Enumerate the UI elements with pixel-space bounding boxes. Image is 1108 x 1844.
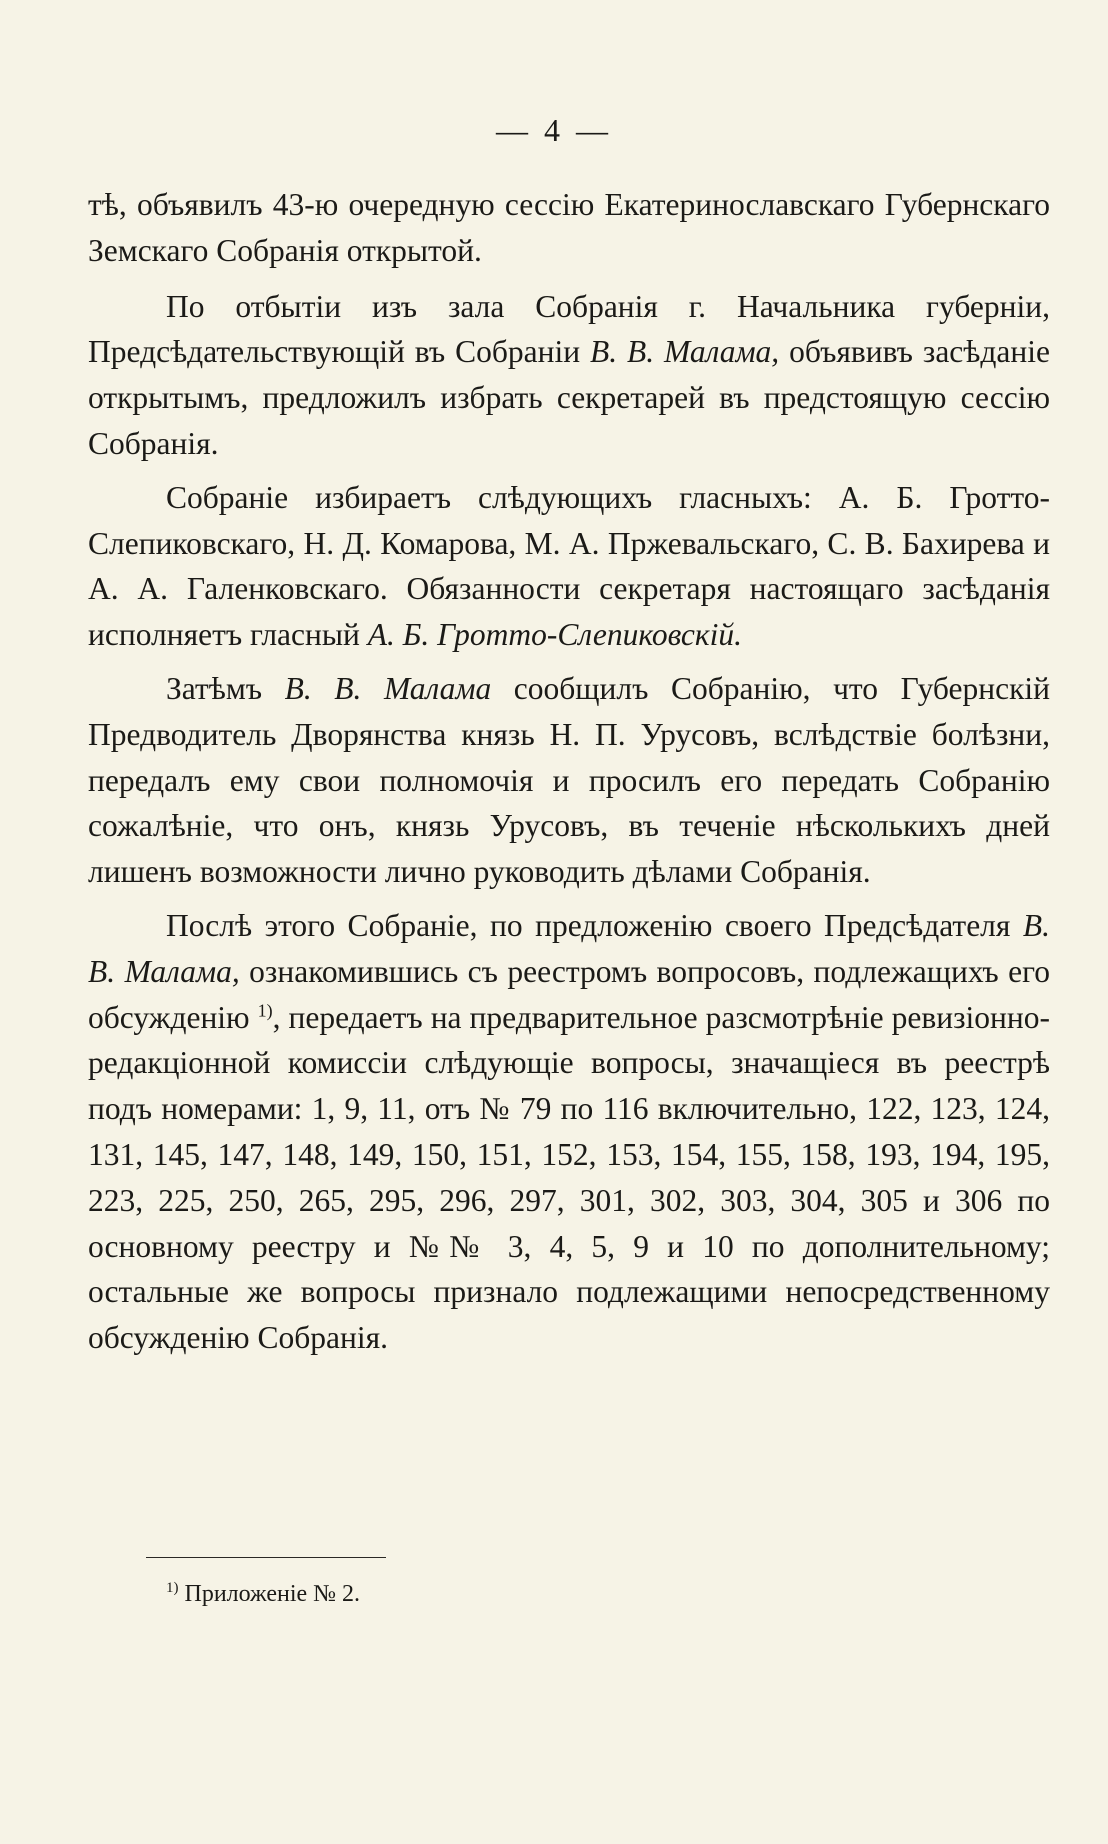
italic-name: А. Б. Гротто-Слепиковскій. <box>367 617 743 653</box>
text-run: Послѣ этого Собраніе, по предложенію своего Предсѣдателя <box>166 907 1023 943</box>
text-run: Собраніе избираетъ слѣдующихъ гласныхъ: А. Б. Гротто-Слепиковскаго, Н. Д. Комарова, М. А. Пржевальскаго, С. В. Бахирева и А. А. Галенковскаго. Обязанности секретаря настоящаго засѣданія исполняетъ гласный <box>88 479 1050 653</box>
italic-name: В. В. Малама <box>284 670 492 706</box>
paragraph-3 <box>88 475 1050 658</box>
page-number: — 4 — <box>496 112 612 148</box>
paragraph-2 <box>88 284 1050 467</box>
text-run: объявивъ засѣданіе открытымъ, предложилъ избрать секретарей въ предстоящую сессію Собранія. <box>88 334 1050 461</box>
paragraph-1 <box>88 182 1050 274</box>
text-run: ознакомившись съ реестромъ вопросовъ, подлежащихъ его обсужденію <box>88 953 1050 1035</box>
footnote-mark: 1) <box>166 1580 179 1596</box>
text-run: По отбытіи изъ зала Собранія г. Начальника губерніи, Предсѣдательствующій въ Собраніи <box>88 288 1050 370</box>
text-run: тѣ, объявилъ 43-ю очередную сессію Екатеринославскаго Губернскаго Земскаго Собранія открытой. <box>88 187 1050 268</box>
paragraph-5 <box>88 903 1050 1361</box>
paragraph-4 <box>88 666 1050 895</box>
footnote <box>166 1578 360 1610</box>
italic-name: В. В. Малама, <box>589 334 780 370</box>
footnote-text: Приложеніе № 2. <box>178 1581 361 1607</box>
footnote-ref: 1) <box>257 1000 273 1021</box>
body-text <box>88 182 1050 1361</box>
text-run: сообщилъ Собранію, что Губернскій Предводитель Дворянства князь Н. П. Урусовъ, вслѣдствіе болѣзни, передалъ ему свои полномочія и просилъ его передать Собранію сожалѣніе, что онъ, князь Урусовъ, въ теченіе нѣсколькихъ дней лишенъ возможности лично руководить дѣлами Собранія. <box>88 670 1051 890</box>
italic-name: В. В. Малама, <box>88 907 1050 989</box>
footnote-rule <box>146 1557 386 1558</box>
text-run: , передаетъ на предварительное разсмотрѣніе ревизіонно-редакціонной комиссіи слѣдующіе вопросы, значащіеся въ реестрѣ подъ номерами: 1, 9, 11, отъ № 79 по 116 включительно, 122, 123, 124, 131, 145, 147, 148, 149, 150, 151, 152, 153, 154, 155, 158, 193, 194, 195, 223, 225, 250, 265, 295, 296, 297, 301, 302, 303, 304, 305 и 306 по основному реестру и №№ 3, 4, 5, 9 и 10 по дополнительному; остальные же вопросы признало подлежащими непосредственному обсужденію Собранія. <box>88 999 1051 1356</box>
text-run: Затѣмъ <box>166 670 285 706</box>
